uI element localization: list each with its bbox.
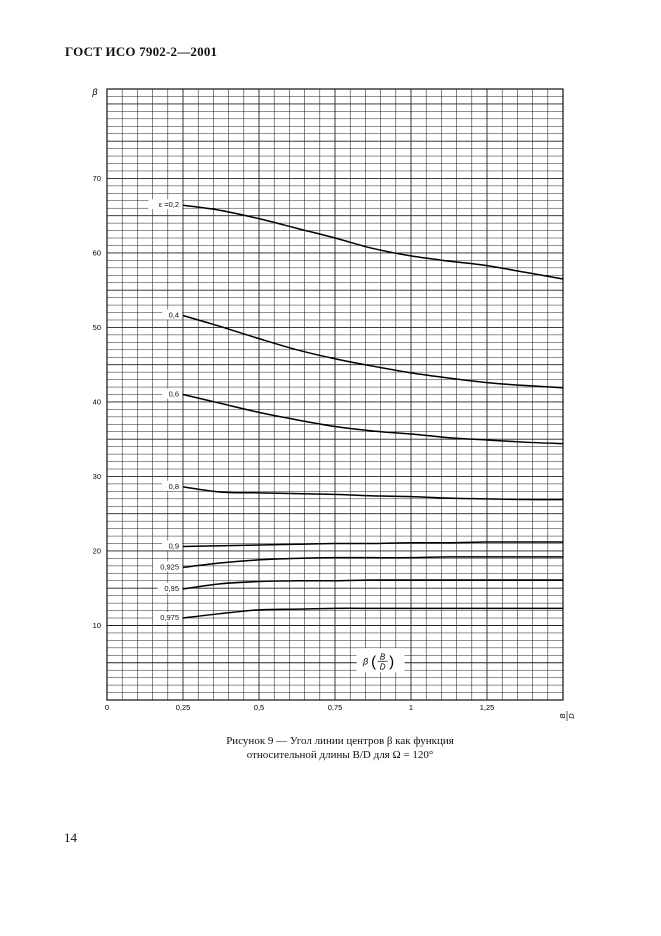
y-tick-label: 60: [92, 248, 101, 258]
series-label: 0,95: [164, 583, 179, 593]
function-label-beta: β: [363, 656, 369, 667]
function-label-group: [357, 648, 405, 672]
series-label: ε =0,2: [158, 200, 179, 210]
y-tick-label: 50: [92, 322, 101, 332]
chart-ticks: [93, 174, 495, 712]
series-label: 0,8: [168, 481, 179, 491]
y-tick-label: 70: [92, 173, 101, 183]
function-label-denominator: D: [379, 662, 386, 672]
caption-line-2: относительной длины B/D для Ω = 120°: [246, 749, 434, 761]
series-line: [183, 487, 563, 500]
figure-caption: [190, 734, 490, 762]
y-tick-label: 20: [92, 546, 101, 556]
page-number: 14: [64, 830, 77, 845]
document-header: ГОСТ ИСО 7902-2—2001: [65, 44, 218, 59]
x-axis-label-numerator: B: [558, 713, 567, 719]
chart-series-lines: [183, 205, 563, 618]
series-label: 0,6: [168, 389, 179, 399]
function-label-numerator: B: [379, 652, 386, 662]
series-line: [183, 542, 563, 547]
y-tick-label: 40: [92, 397, 101, 407]
series-line: [183, 316, 563, 388]
x-tick-label: 1,25: [479, 703, 495, 712]
x-axis-label-denominator: D: [567, 713, 576, 719]
x-axis-label: [558, 711, 576, 721]
y-axis-label: β: [92, 87, 98, 97]
series-line: [183, 608, 563, 618]
caption-line-1: Рисунок 9 — Угол линии центров β как функция: [226, 735, 454, 747]
series-line: [183, 580, 563, 589]
x-tick-label: 0: [104, 703, 110, 712]
function-label-paren-open: (: [371, 653, 377, 671]
y-tick-label: 10: [92, 620, 101, 630]
series-label: 0,4: [168, 310, 179, 320]
x-tick-label: 1: [408, 703, 414, 712]
y-tick-label: 30: [92, 471, 101, 481]
series-label: 0,975: [160, 613, 179, 623]
function-label-paren-close: ): [389, 653, 395, 671]
series-label: 0,9: [168, 541, 179, 551]
series-label: 0,925: [160, 562, 179, 572]
x-tick-label: 0,25: [175, 703, 191, 712]
x-tick-label: 0,75: [327, 703, 343, 712]
x-tick-label: 0,5: [253, 703, 265, 712]
